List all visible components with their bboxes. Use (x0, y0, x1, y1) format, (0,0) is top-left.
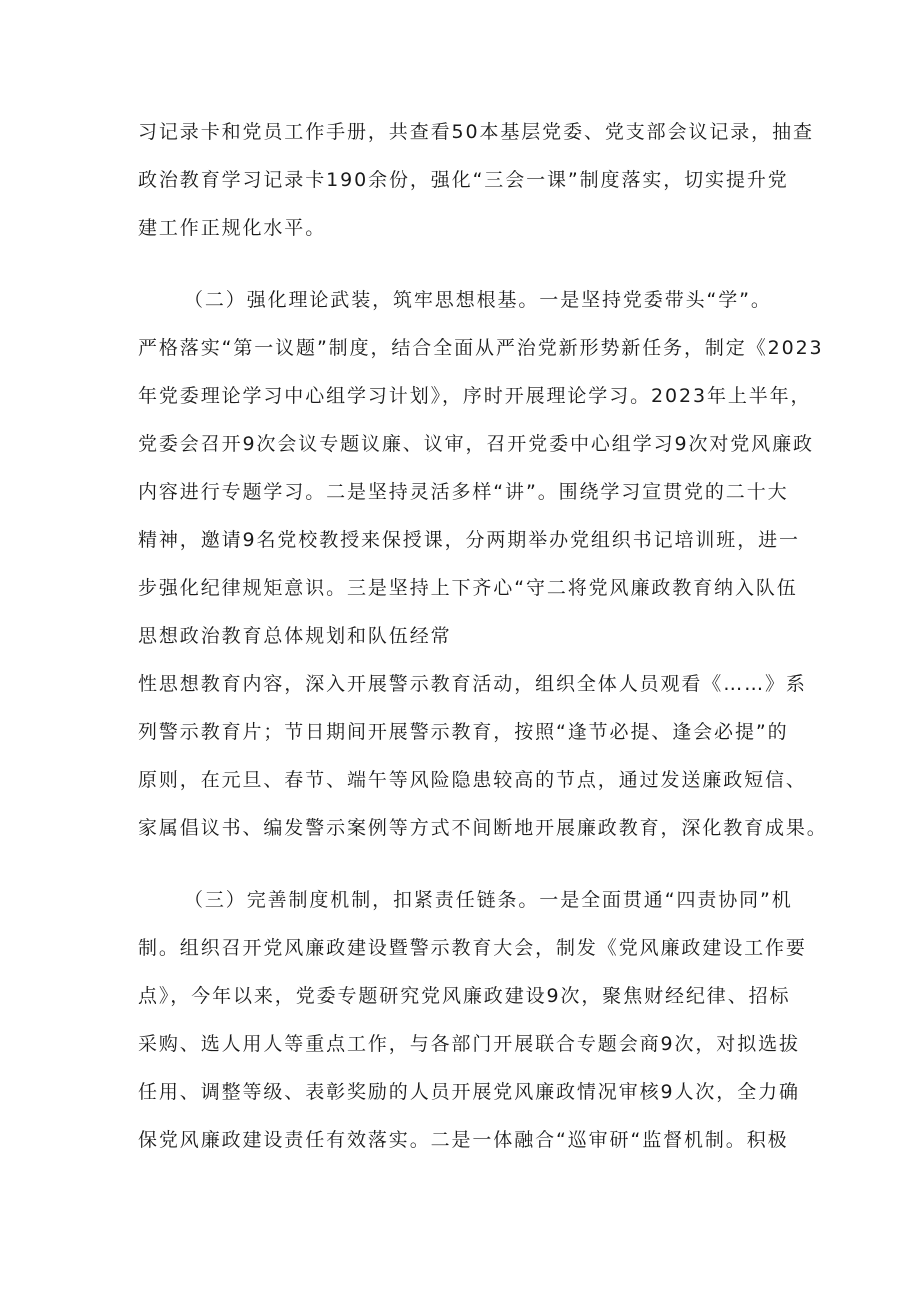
paragraph-3-line-5: 任用、调整等级、表彰奖励的人员开展党风廉政情况审核9人次，全力确 (138, 1081, 800, 1103)
paragraph-2-line-10: 列警示教育片；节日期间开展警示教育，按照“逢节必提、逢会必提”的 (138, 721, 789, 743)
paragraph-2-line-9: 性思想教育内容，深入开展警示教育活动，组织全体人员观看《……》系 (138, 673, 807, 695)
paragraph-2-line-6: 精神，邀请9名党校教授来保授课，分两期举办党组织书记培训班，进一 (138, 529, 800, 551)
paragraph-3-line-3: 点》，今年以来，党委专题研究党风廉政建设9次，聚焦财经纪律、招标 (138, 985, 791, 1007)
paragraph-1-line-3: 建工作正规化水平。 (138, 217, 327, 239)
paragraph-1-line-1: 习记录卡和党员工作手册，共查看50本基层党委、党支部会议记录，抽查 (138, 121, 814, 143)
section-3-heading-line: （三）完善制度机制，扣紧责任链条。一是全面贯通“四责协同”机 (184, 889, 793, 911)
paragraph-2-line-11: 原则，在元旦、春节、端午等风险隐患较高的节点，通过发送廉政短信、 (138, 769, 807, 791)
paragraph-2-line-7: 步强化纪律规矩意识。三是坚持上下齐心“守二将党风廉政教育纳入队伍 (138, 577, 798, 599)
paragraph-2-line-5: 内容进行专题学习。二是坚持灵活多样“讲”。围绕学习宣贯党的二十大 (138, 481, 789, 503)
paragraph-3-line-4: 采购、选人用人等重点工作，与各部门开展联合专题会商9次，对拟选拔 (138, 1033, 800, 1055)
paragraph-1-line-2: 政治教育学习记录卡190余份，强化“三会一课”制度落实，切实提升党 (138, 169, 789, 191)
paragraph-3-line-2: 制。组织召开党风廉政建设暨警示教育大会，制发《党风廉政建设工作要 (138, 937, 807, 959)
paragraph-2-line-3: 年党委理论学习中心组学习计划》，序时开展理论学习。2023年上半年， (138, 385, 812, 407)
paragraph-2-line-12: 家属倡议书、编发警示案例等方式不间断地开展廉政教育，深化教育成果。 (138, 817, 828, 839)
paragraph-2-line-2: 严格落实“第一议题”制度，结合全面从严治党新形势新任务，制定《2023 (138, 337, 824, 359)
paragraph-2-line-8: 思想政治教育总体规划和队伍经常 (138, 625, 452, 647)
paragraph-2-line-4: 党委会召开9次会议专题议廉、议审，召开党委中心组学习9次对党风廉政 (138, 433, 814, 455)
paragraph-3-line-6: 保党风廉政建设责任有效落实。二是一体融合“巡审研“监督机制。积极 (138, 1129, 789, 1151)
section-2-heading-line: （二）强化理论武装，筑牢思想根基。一是坚持党委带头“学”。 (184, 289, 772, 311)
